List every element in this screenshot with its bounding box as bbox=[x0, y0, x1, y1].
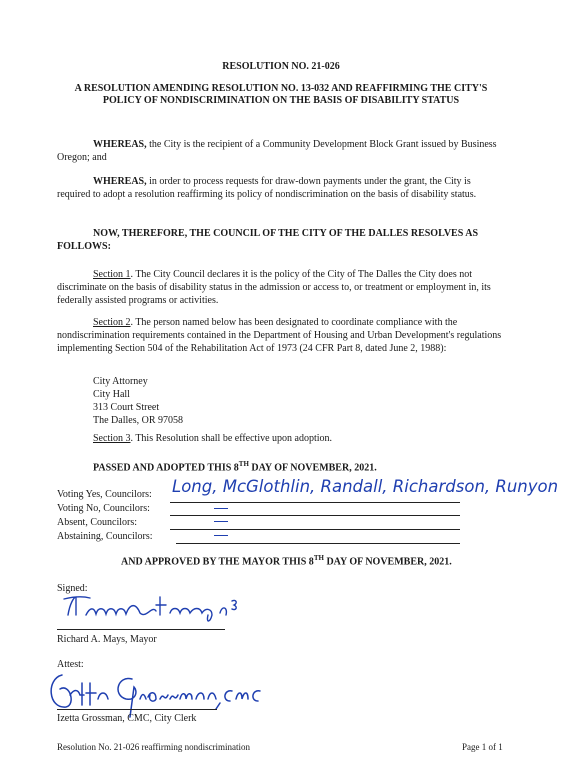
section-text: . This Resolution shall be effective upon adoption. bbox=[130, 433, 333, 444]
absent-label: Absent, Councilors: bbox=[57, 517, 137, 528]
voting-no-dash bbox=[214, 508, 228, 509]
mayor-signature-line bbox=[57, 629, 225, 630]
approved-text: AND APPROVED BY THE MAYOR THIS 8 bbox=[121, 556, 314, 568]
address-line: 313 Court Street bbox=[93, 402, 160, 413]
voting-yes-label: Voting Yes, Councilors: bbox=[57, 489, 152, 500]
footer-page-number: Page 1 of 1 bbox=[462, 742, 503, 752]
voting-no-line bbox=[170, 515, 460, 516]
section-label: Section 3 bbox=[93, 433, 131, 444]
passed-adopted-line bbox=[93, 460, 377, 475]
approved-mayor-line bbox=[121, 554, 452, 569]
address-line: The Dalles, OR 97058 bbox=[93, 415, 183, 426]
mayor-signature bbox=[60, 585, 250, 627]
section-1 bbox=[57, 268, 505, 308]
voting-yes-line bbox=[170, 502, 460, 503]
approved-sup: TH bbox=[313, 554, 324, 562]
approved-text-end: DAY OF NOVEMBER, 2021. bbox=[323, 556, 452, 568]
abstaining-line bbox=[176, 543, 460, 544]
abstaining-dash bbox=[214, 535, 228, 536]
whereas-lead: WHEREAS, bbox=[93, 139, 147, 150]
whereas-lead: WHEREAS, bbox=[93, 176, 147, 187]
section-2 bbox=[57, 316, 505, 356]
address-line: City Attorney bbox=[93, 376, 148, 387]
signed-label: Signed: bbox=[57, 583, 88, 594]
clerk-signature-line bbox=[57, 709, 217, 710]
mayor-name: Richard A. Mays, Mayor bbox=[57, 634, 157, 645]
section-text: . The person named below has been designated to coordinate compliance with the nondiscrimination requirements contained in the Department of Housing and Urban Development's regulations implementing Section 504 of the Rehabilitation Act of 1973 (24 CFR Part 8, dated June 2, 1988): bbox=[57, 317, 502, 355]
voting-yes-handwritten: Long, McGlothlin, Randall, Richardson, Runyon bbox=[172, 477, 559, 496]
voting-no-label: Voting No, Councilors: bbox=[57, 503, 150, 514]
address-line: City Hall bbox=[93, 389, 130, 400]
resolution-title: RESOLUTION NO. 21-026 bbox=[222, 61, 340, 72]
resolution-subtitle: A RESOLUTION AMENDING RESOLUTION NO. 13-032 AND REAFFIRMING THE CITY'S POLICY OF NONDISCRIMINATION ON THE BASIS OF DISABILITY STATUS bbox=[74, 83, 488, 107]
whereas-clause-1 bbox=[57, 138, 505, 164]
passed-text: PASSED AND ADOPTED THIS 8 bbox=[93, 462, 239, 474]
coordinator-address bbox=[93, 375, 183, 427]
whereas-clause-2 bbox=[57, 175, 505, 201]
resolves-heading: NOW, THEREFORE, THE COUNCIL OF THE CITY OF THE DALLES RESOLVES AS FOLLOWS: bbox=[57, 228, 479, 253]
whereas-text: the City is the recipient of a Community Development Block Grant issued by Business Oregon; and bbox=[57, 139, 497, 164]
absent-line bbox=[170, 529, 460, 530]
footer-document-title: Resolution No. 21-026 reaffirming nondiscrimination bbox=[57, 742, 251, 752]
passed-text-end: DAY OF NOVEMBER, 2021. bbox=[248, 462, 377, 474]
absent-dash bbox=[214, 521, 228, 522]
whereas-text: in order to process requests for draw-down payments under the grant, the City is required to adopt a resolution reaffirming its policy of nondiscrimination on the basis of disability status. bbox=[57, 176, 477, 201]
section-label: Section 1 bbox=[93, 269, 131, 280]
abstaining-label: Abstaining, Councilors: bbox=[57, 531, 153, 542]
attest-label: Attest: bbox=[57, 659, 84, 670]
section-3 bbox=[93, 432, 332, 445]
clerk-name: Izetta Grossman, CMC, City Clerk bbox=[57, 713, 197, 724]
section-label: Section 2 bbox=[93, 317, 131, 328]
passed-sup: TH bbox=[238, 460, 249, 468]
section-text: . The City Council declares it is the policy of the City of The Dalles the City does not discriminate on the basis of disability status in the admission or access to, or treatment or employment in, its federally assisted programs or activities. bbox=[57, 269, 491, 307]
